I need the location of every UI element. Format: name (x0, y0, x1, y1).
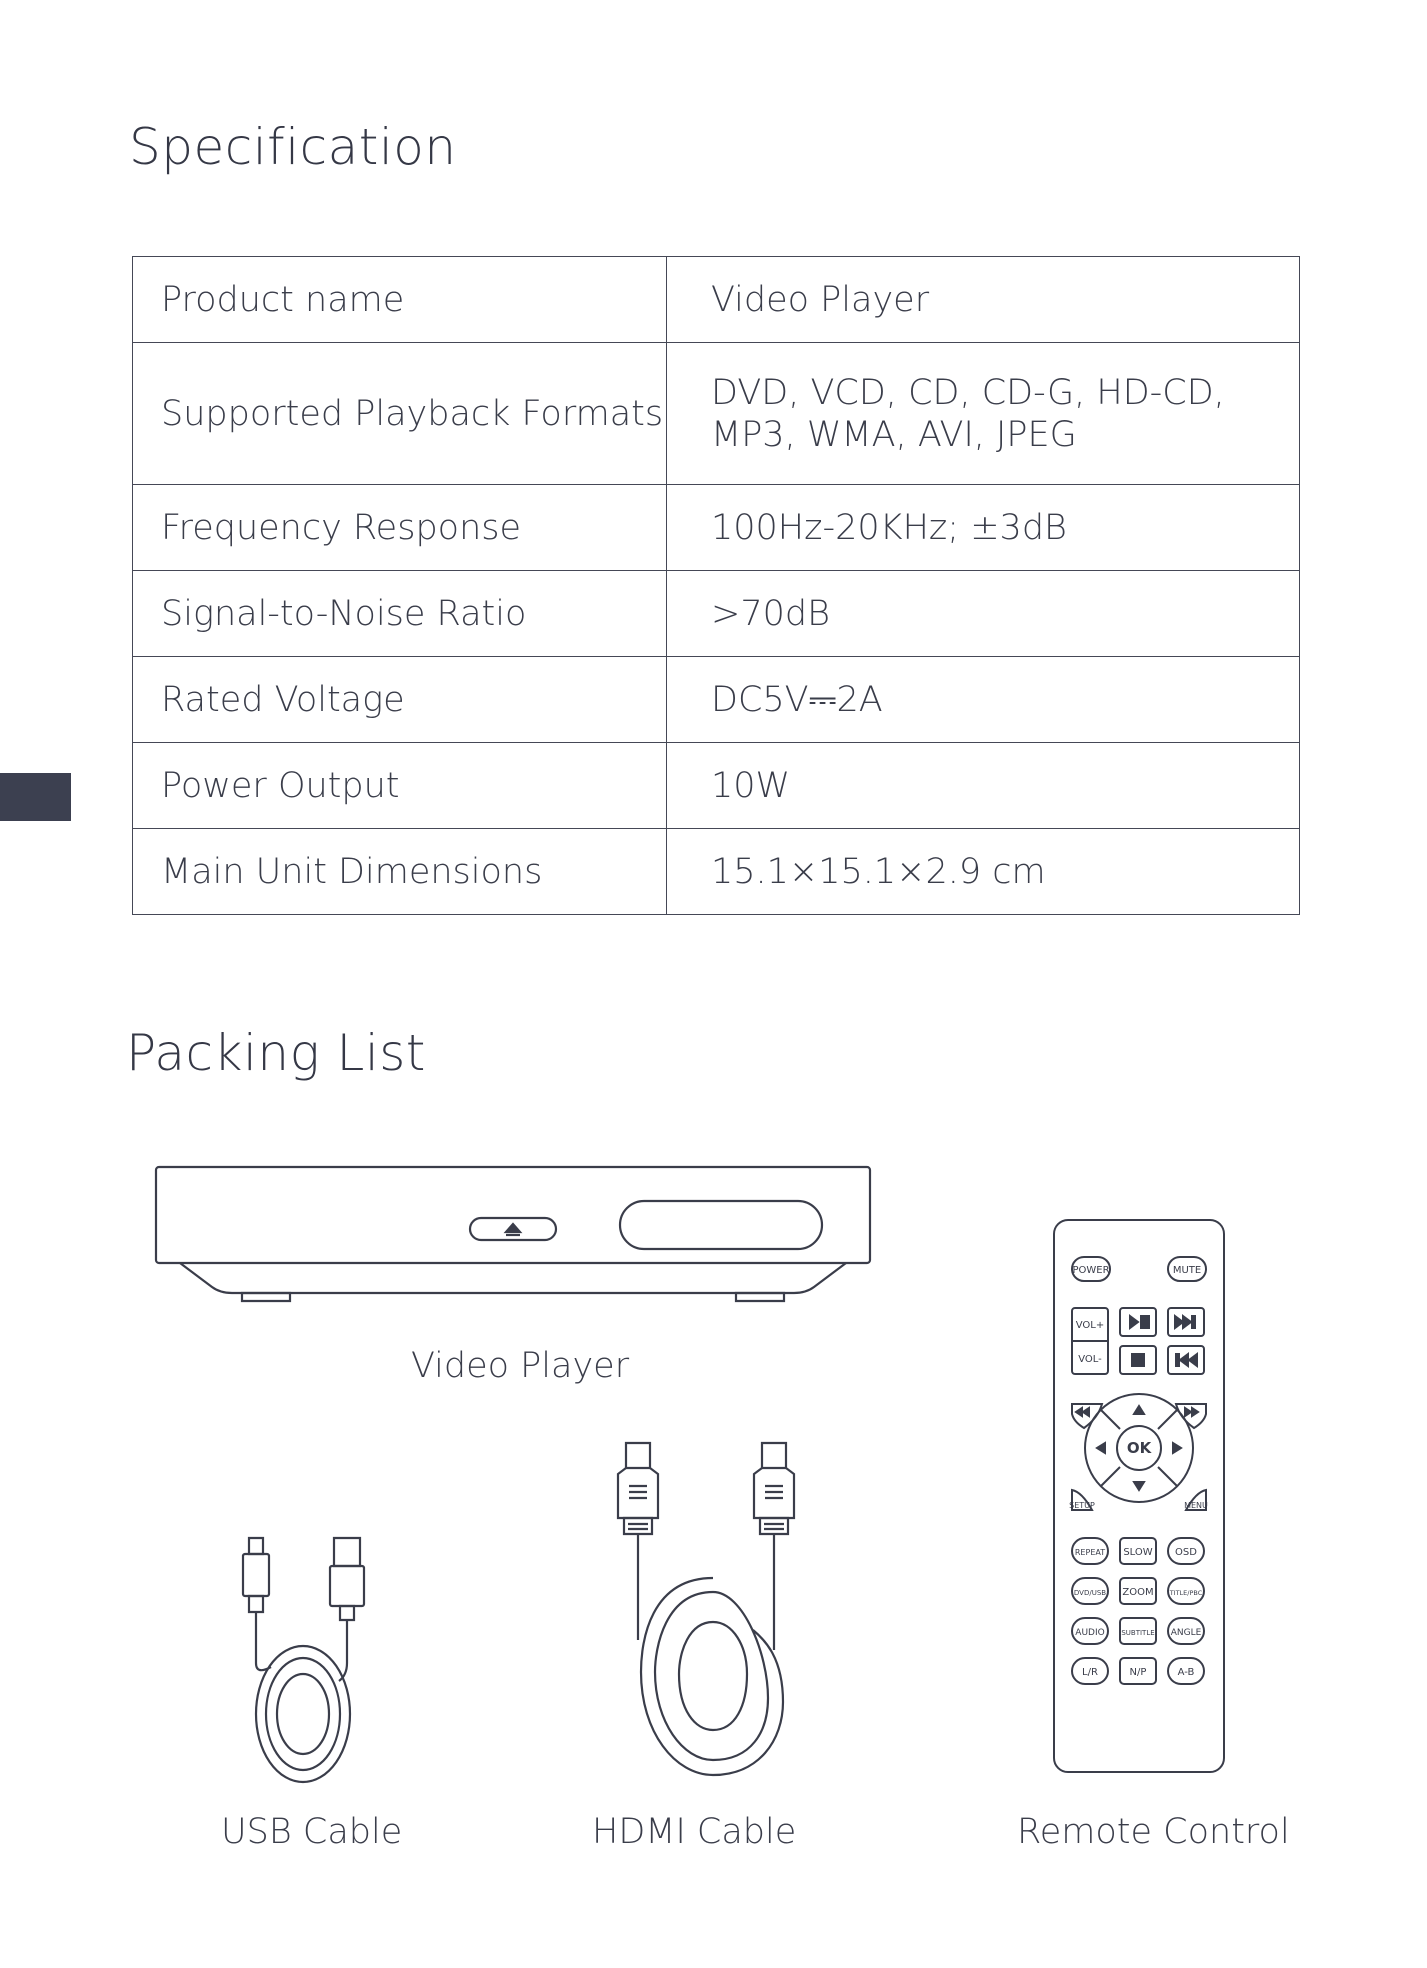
spec-value-power-output: 10W (667, 743, 1300, 829)
svg-text:ANGLE: ANGLE (1170, 1628, 1202, 1638)
spec-value-dimensions: 15.1×15.1×2.9 cm (667, 829, 1300, 915)
usb-cable-icon (235, 1535, 385, 1785)
svg-text:MUTE: MUTE (1172, 1265, 1202, 1276)
table-row (133, 343, 1300, 485)
remote-control-icon (1052, 1218, 1226, 1774)
spec-label-snr: Signal-to-Noise Ratio (133, 571, 667, 657)
table-row (133, 571, 1300, 657)
usb-cable-caption: USB Cable (221, 1812, 403, 1852)
svg-text:VOL+: VOL+ (1075, 1320, 1105, 1331)
table-row (133, 743, 1300, 829)
page-side-tab (0, 773, 71, 821)
spec-value-playback-formats (667, 343, 1300, 485)
formats-line-2: MP3, WMA, AVI, JPEG (711, 414, 1077, 455)
svg-text:SUBTITLE: SUBTITLE (1121, 1629, 1155, 1637)
svg-text:A-B: A-B (1177, 1667, 1195, 1678)
svg-text:L/R: L/R (1082, 1667, 1098, 1678)
svg-text:MENU: MENU (1184, 1501, 1208, 1510)
spec-label-frequency-response: Frequency Response (133, 485, 667, 571)
svg-text:TITLE/PBC: TITLE/PBC (1169, 1589, 1203, 1597)
table-row (133, 257, 1300, 343)
svg-text:OK: OK (1126, 1439, 1152, 1457)
packing-list-heading: Packing List (126, 1024, 426, 1082)
svg-text:N/P: N/P (1129, 1667, 1147, 1678)
spec-label-playback-formats: Supported Playback Formats (133, 343, 667, 485)
table-row (133, 485, 1300, 571)
svg-text:SLOW: SLOW (1123, 1547, 1153, 1558)
svg-text:OSD: OSD (1175, 1547, 1197, 1558)
svg-text:VOL-: VOL- (1078, 1354, 1102, 1365)
spec-value-rated-voltage: DC5V⎓2A (667, 657, 1300, 743)
video-player-caption: Video Player (411, 1346, 630, 1386)
spec-label-dimensions: Main Unit Dimensions (133, 829, 667, 915)
spec-label-product-name: Product name (133, 257, 667, 343)
spec-label-rated-voltage: Rated Voltage (133, 657, 667, 743)
svg-text:DVD/USB: DVD/USB (1073, 1589, 1107, 1597)
remote-control-caption: Remote Control (1017, 1812, 1290, 1852)
svg-text:SETUP: SETUP (1069, 1501, 1095, 1510)
svg-text:ZOOM: ZOOM (1122, 1587, 1154, 1598)
svg-text:REPEAT: REPEAT (1074, 1548, 1106, 1557)
spec-label-power-output: Power Output (133, 743, 667, 829)
hdmi-cable-icon (603, 1440, 823, 1785)
specification-table (132, 256, 1300, 915)
hdmi-cable-caption: HDMI Cable (592, 1812, 797, 1852)
svg-text:POWER: POWER (1072, 1265, 1110, 1276)
spec-value-snr: >70dB (667, 571, 1300, 657)
table-row (133, 829, 1300, 915)
video-player-icon (150, 1163, 876, 1313)
svg-text:AUDIO: AUDIO (1075, 1628, 1105, 1638)
table-row (133, 657, 1300, 743)
specification-heading: Specification (129, 118, 457, 176)
spec-value-frequency-response: 100Hz-20KHz; ±3dB (667, 485, 1300, 571)
formats-line-1: DVD, VCD, CD, CD-G, HD-CD, (711, 372, 1225, 413)
spec-value-product-name: Video Player (667, 257, 1300, 343)
